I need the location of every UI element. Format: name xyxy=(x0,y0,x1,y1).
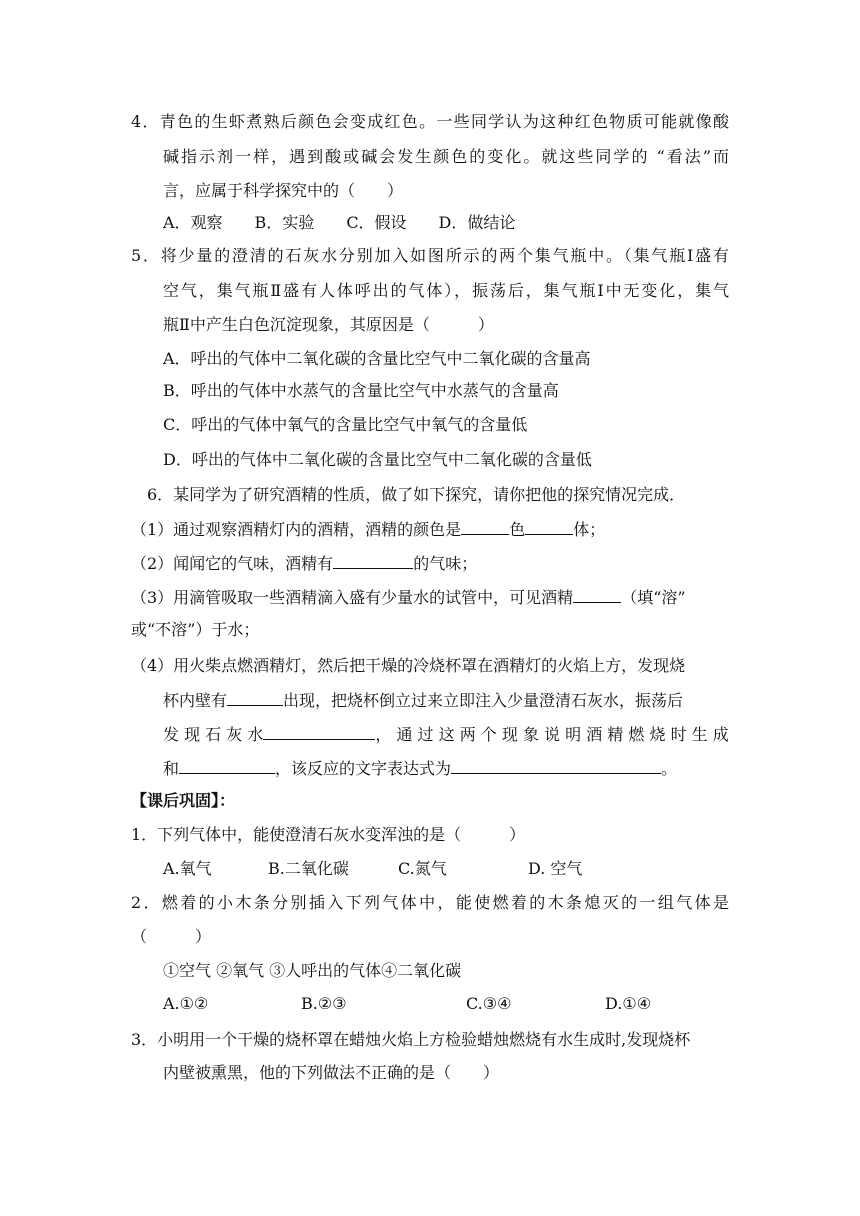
q6-part4-text-d2: ，该反应的文字表达式为 xyxy=(275,759,452,778)
r3-line2: 内壁被熏黑，他的下列做法不正确的是（ ） xyxy=(163,1063,500,1082)
q6-part1-text-a: （1）通过观察酒精灯内的酒精，酒精的颜色是 xyxy=(131,520,462,539)
q6-part4-line3 xyxy=(163,724,729,745)
q6-part2-text-b: 的气味； xyxy=(413,554,478,573)
answer-blank[interactable] xyxy=(451,758,661,774)
q6-part3-text-b: （填“溶” xyxy=(621,588,686,607)
q6-part4-line2 xyxy=(163,690,683,711)
r2-option-c: C.③④ xyxy=(466,994,512,1013)
r1-option-c: C.氮气 xyxy=(398,859,447,878)
q6-part1-text-b: 色 xyxy=(509,520,526,539)
r2-line1: 2．燃着的小木条分别插入下列气体中，能使燃着的木条熄灭的一组气体是 xyxy=(131,893,729,912)
q5-line1: 5．将少量的澄清的石灰水分别加入如图所示的两个集气瓶中。（集气瓶Ⅰ盛有 xyxy=(131,246,729,265)
q6-part2 xyxy=(131,553,477,574)
r1-option-d: D. 空气 xyxy=(528,859,583,878)
q6-part4-text-b1: 杯内壁有 xyxy=(163,691,228,710)
answer-blank[interactable] xyxy=(525,519,573,535)
answer-blank[interactable] xyxy=(461,519,509,535)
q6-part4-text-d1: 和 xyxy=(163,759,180,778)
answer-blank[interactable] xyxy=(263,724,375,740)
q6-part3-line1 xyxy=(131,587,686,608)
q5-option-b: B．呼出的气体中水蒸气的含量比空气中水蒸气的含量高 xyxy=(163,381,559,400)
q6-part4-text-b2: 出现，把烧杯倒立过来立即注入少量澄清石灰水，振荡后 xyxy=(283,691,684,710)
r1-line1: 1．下列气体中，能使澄清石灰水变浑浊的是（ ） xyxy=(131,825,526,844)
q5-option-a: A．呼出的气体中二氧化碳的含量比空气中二氧化碳的含量高 xyxy=(163,349,591,368)
q6-part4-line1: （4）用火柴点燃酒精灯，然后把干燥的冷烧杯罩在酒精灯的火焰上方，发现烧 xyxy=(131,656,686,675)
section-title: 【课后巩固】： xyxy=(131,791,236,810)
q6-part2-text-a: （2）闻闻它的气味，酒精有 xyxy=(131,554,334,573)
r2-option-a: A.①② xyxy=(163,994,209,1013)
q6-part1 xyxy=(131,519,605,540)
q6-part4-text-c1: 发 现 石 灰 水 xyxy=(163,725,264,744)
answer-blank[interactable] xyxy=(573,587,621,603)
r2-items: ①空气 ②氧气 ③人呼出的气体④二氧化碳 xyxy=(163,961,462,980)
q4-line3: 言，应属于科学探究中的（ ） xyxy=(163,181,404,200)
q6-part4-line4 xyxy=(163,758,677,779)
r2-option-b: B.②③ xyxy=(301,994,347,1013)
q6-part3-text-a: （3）用滴管吸取一些酒精滴入盛有少量水的试管中，可见酒精 xyxy=(131,588,574,607)
q4-line1: 4．青色的生虾煮熟后颜色会变成红色。一些同学认为这种红色物质可能就像酸 xyxy=(131,112,729,131)
q6-part4-text-d3: 。 xyxy=(661,759,678,778)
r2-line2: （ ） xyxy=(131,927,212,946)
q6-intro: 6．某同学为了研究酒精的性质，做了如下探究，请你把他的探究情况完成． xyxy=(147,485,686,504)
q5-line2: 空气，集气瓶Ⅱ盛有人体呼出的气体），振荡后，集气瓶Ⅰ中无变化，集气 xyxy=(163,281,729,300)
r2-option-d: D.①④ xyxy=(605,994,652,1013)
q5-option-c: C．呼出的气体中氧气的含量比空气中氧气的含量低 xyxy=(163,415,528,434)
r3-line1: 3．小明用一个干燥的烧杯罩在蜡烛火焰上方检验蜡烛燃烧有水生成时,发现烧杯 xyxy=(131,1030,691,1049)
q4-line2: 碱指示剂一样，遇到酸或碱会发生颜色的变化。就这些同学的 “看法”而 xyxy=(163,147,729,166)
answer-blank[interactable] xyxy=(179,758,275,774)
q5-option-d: D．呼出的气体中二氧化碳的含量比空气中二氧化碳的含量低 xyxy=(163,450,592,469)
answer-blank[interactable] xyxy=(227,690,283,706)
r1-option-a: A.氧气 xyxy=(163,859,212,878)
q6-part1-text-c: 体； xyxy=(573,520,606,539)
answer-blank[interactable] xyxy=(333,553,413,569)
q5-line3: 瓶Ⅱ中产生白色沉淀现象，其原因是（ ） xyxy=(163,315,494,334)
r1-option-b: B.二氧化碳 xyxy=(268,859,349,878)
q6-part4-text-c2: ， 通 过 这 两 个 现 象 说 明 酒 精 燃 烧 时 生 成 xyxy=(375,725,729,744)
q6-part3-line2: 或“不溶”）于水； xyxy=(131,620,260,639)
q4-options: A．观察 B．实验 C．假设 D．做结论 xyxy=(163,213,516,232)
